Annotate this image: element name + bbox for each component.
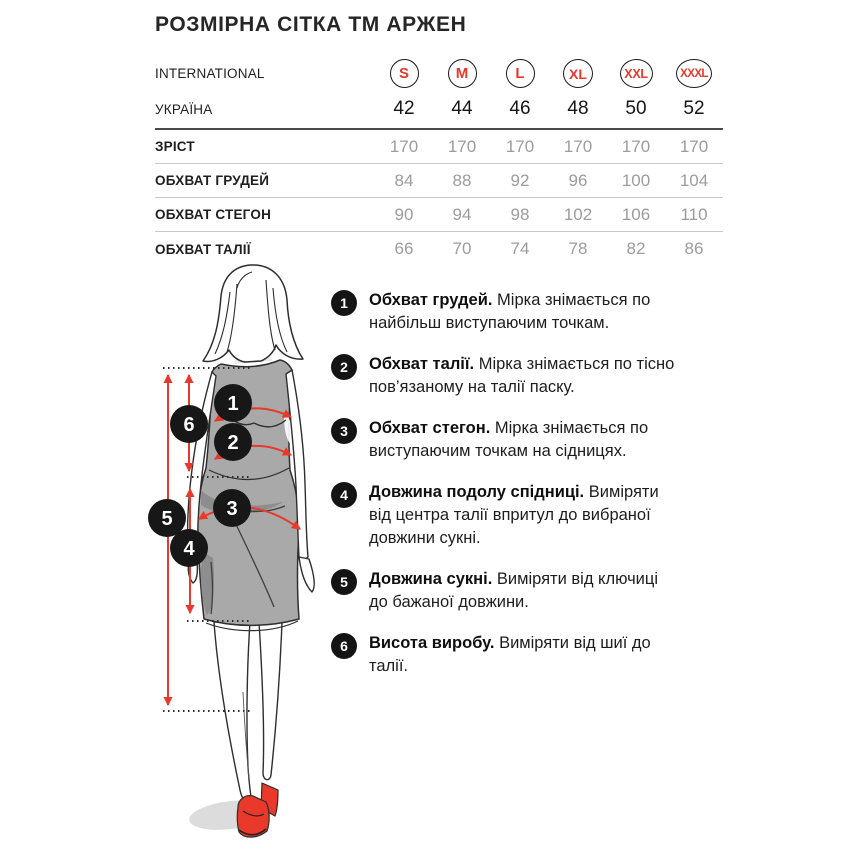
table-cell: 66 bbox=[394, 239, 414, 258]
guide-item-text bbox=[369, 481, 681, 550]
guide-term: Довжина сукні. bbox=[369, 570, 493, 588]
table-cell: 70 bbox=[452, 239, 472, 258]
table-cell: 102 bbox=[563, 204, 593, 224]
waist-marker-number: 2 bbox=[227, 432, 239, 454]
guide-item-skirt-length bbox=[331, 481, 721, 550]
table-cell: 90 bbox=[394, 204, 414, 224]
table-cell: 100 bbox=[621, 170, 651, 190]
ukraine-row-label: УКРАЇНА bbox=[155, 101, 213, 117]
table-cell: 104 bbox=[679, 170, 709, 190]
table-row-bust bbox=[155, 164, 723, 198]
table-cell: 170 bbox=[621, 136, 651, 156]
size-badge-xxl: XXL bbox=[620, 59, 653, 88]
row-label: ОБХВАТ ТАЛІЇ bbox=[155, 241, 251, 257]
table-cell: 96 bbox=[568, 170, 588, 190]
legs bbox=[214, 622, 282, 803]
table-cell: 94 bbox=[452, 204, 472, 224]
guide-item-dress-length bbox=[331, 568, 721, 614]
table-row-waist bbox=[155, 232, 723, 266]
guide-item-hips bbox=[331, 417, 721, 463]
guide-description: Мірка знімається по найбільш виступаючим точкам. bbox=[369, 291, 651, 332]
table-row-international bbox=[155, 57, 723, 90]
table-cell: 106 bbox=[621, 204, 651, 224]
guide-item-text bbox=[369, 632, 681, 678]
size-badge-xl: XL bbox=[563, 59, 593, 88]
table-row-hips bbox=[155, 198, 723, 232]
bodice-height-marker-number: 6 bbox=[183, 414, 195, 436]
table-cell: 98 bbox=[510, 204, 530, 224]
guide-item-text bbox=[369, 417, 681, 463]
table-cell: 74 bbox=[510, 239, 530, 258]
ukraine-size: 44 bbox=[451, 98, 473, 119]
guide-number-badge: 4 bbox=[331, 482, 357, 508]
bust-marker-number: 1 bbox=[227, 393, 239, 415]
guide-term: Обхват грудей. bbox=[369, 291, 493, 309]
table-cell: 170 bbox=[505, 136, 535, 156]
woman-dress-illustration bbox=[135, 262, 345, 850]
table-cell: 92 bbox=[510, 170, 530, 190]
table-cell: 170 bbox=[447, 136, 477, 156]
size-table bbox=[155, 57, 723, 266]
guide-number-badge: 2 bbox=[331, 354, 357, 380]
right-hand bbox=[299, 557, 314, 592]
table-cell: 170 bbox=[563, 136, 593, 156]
guide-item-text bbox=[369, 353, 681, 399]
table-cell: 82 bbox=[626, 239, 646, 258]
measurement-guide-list bbox=[331, 289, 721, 678]
measurement-figure bbox=[135, 262, 345, 850]
guide-description: Виміряти від шиї до талії. bbox=[369, 634, 651, 675]
guide-item-bodice-height bbox=[331, 632, 721, 678]
hips-marker-number: 3 bbox=[226, 498, 238, 520]
guide-term: Обхват талії. bbox=[369, 355, 475, 373]
guide-term: Обхват стегон. bbox=[369, 419, 491, 437]
ukraine-size: 52 bbox=[683, 98, 705, 119]
international-row-label: INTERNATIONAL bbox=[155, 66, 265, 81]
guide-item-bust bbox=[331, 289, 721, 335]
guide-description: Мірка знімається по тісно пов’язаному на талії паску. bbox=[369, 355, 675, 396]
page-title: РОЗМІРНА СІТКА ТМ АРЖЕН bbox=[155, 13, 467, 36]
ukraine-size: 48 bbox=[567, 98, 589, 119]
guide-description: Виміряти від ключиці до бажаної довжини. bbox=[369, 570, 659, 611]
guide-number-badge: 3 bbox=[331, 418, 357, 444]
ukraine-size: 46 bbox=[509, 98, 531, 119]
row-label: ЗРІСТ bbox=[155, 139, 195, 154]
table-cell: 170 bbox=[679, 136, 709, 156]
table-cell: 84 bbox=[394, 170, 414, 190]
guide-description: Виміряти від центра талії впритул до вибраної довжини сукні. bbox=[369, 483, 659, 547]
table-row-ukraine bbox=[155, 90, 723, 128]
guide-number-badge: 1 bbox=[331, 290, 357, 316]
table-row-height bbox=[155, 130, 723, 164]
ukraine-size: 50 bbox=[625, 98, 647, 119]
guide-number-badge: 6 bbox=[331, 633, 357, 659]
table-cell: 86 bbox=[684, 239, 704, 258]
table-cell: 110 bbox=[680, 204, 708, 224]
guide-description: Мірка знімається по виступаючим точкам на сідницях. bbox=[369, 419, 649, 460]
row-label: ОБХВАТ СТЕГОН bbox=[155, 207, 272, 222]
guide-item-waist bbox=[331, 353, 721, 399]
size-badge-l: L bbox=[506, 59, 535, 88]
table-cell: 88 bbox=[452, 170, 472, 190]
table-cell: 78 bbox=[568, 239, 588, 258]
size-badge-m: M bbox=[448, 59, 477, 88]
guide-term: Висота виробу. bbox=[369, 634, 495, 652]
size-badge-xxxl: XXXL bbox=[676, 59, 712, 88]
guide-term: Довжина подолу спідниці. bbox=[369, 483, 585, 501]
dress-length-marker-number: 5 bbox=[161, 508, 173, 530]
row-label: ОБХВАТ ГРУДЕЙ bbox=[155, 173, 270, 188]
table-body bbox=[155, 128, 723, 266]
table-cell: 170 bbox=[389, 136, 419, 156]
guide-number-badge: 5 bbox=[331, 569, 357, 595]
guide-item-text bbox=[369, 568, 681, 614]
skirt-length-marker-number: 4 bbox=[183, 538, 195, 560]
guide-item-text bbox=[369, 289, 681, 335]
head bbox=[203, 265, 303, 364]
size-badge-s: S bbox=[390, 59, 419, 88]
ukraine-size: 42 bbox=[393, 98, 415, 119]
